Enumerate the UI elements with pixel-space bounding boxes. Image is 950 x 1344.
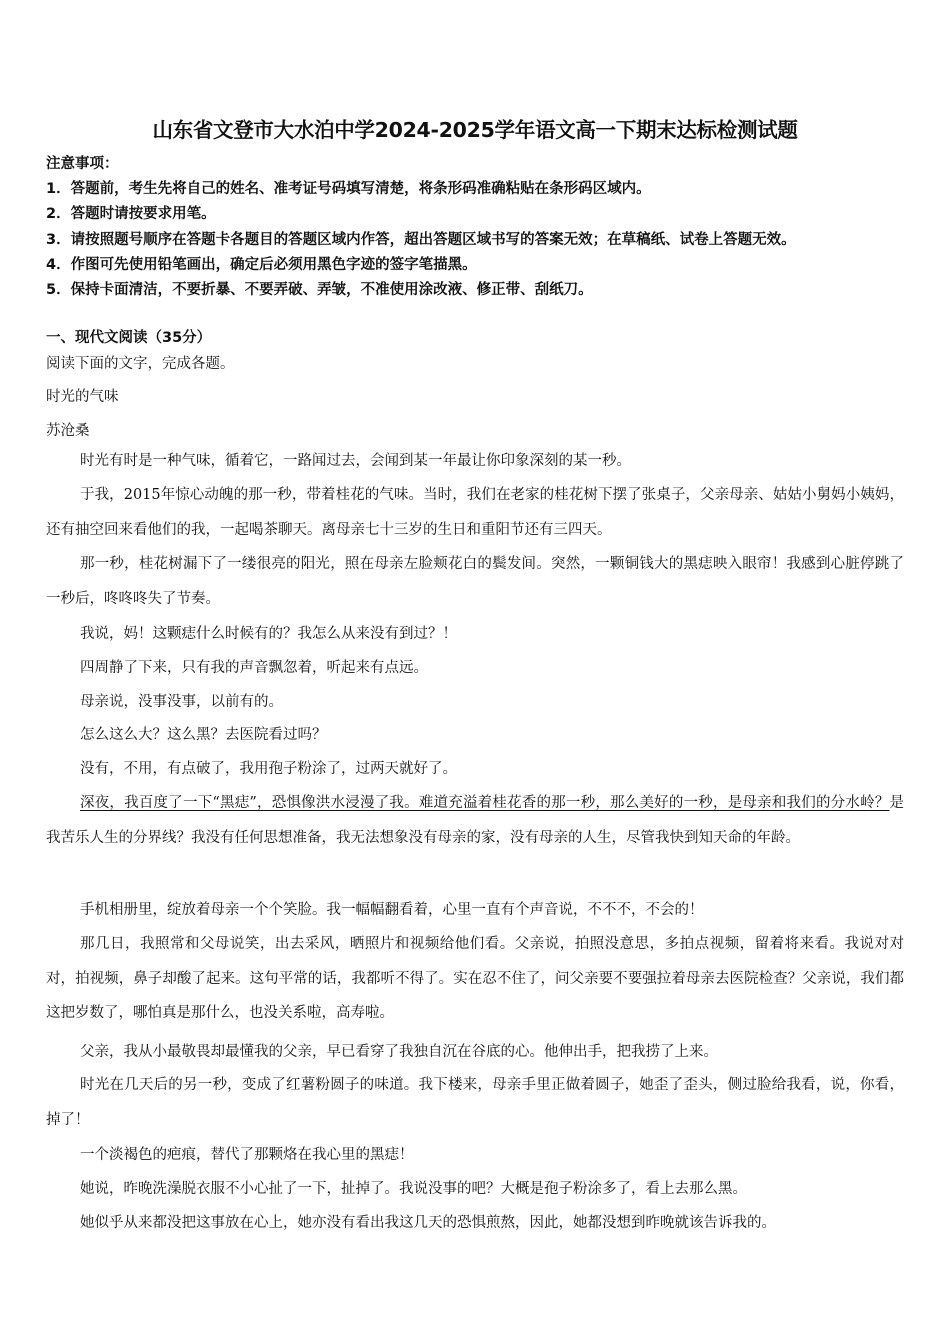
notice-item: 4．作图可先使用铅笔画出，确定后必须用黑色字迹的签字笔描黑。 [46, 257, 477, 273]
article-author: 苏沧桑 [46, 423, 90, 439]
notice-item: 5．保持卡面清洁，不要折暴、不要弄破、弄皱，不准使用涂改液、修正带、刮纸刀。 [46, 282, 593, 298]
notice-heading: 注意事项： [46, 156, 119, 172]
section-heading: 一、现代文阅读（35分） [46, 330, 212, 346]
paragraph: 四周静了下来，只有我的声音飘忽着，听起来有点远。 [80, 660, 428, 676]
paragraph: 时光有时是一种气味，循着它，一路闻过去，会闻到某一年最让你印象深刻的某一秒。 [80, 453, 631, 469]
notice-item: 3．请按照题号顺序在答题卡各题目的答题区域内作答，超出答题区域书写的答案无效；在草稿纸、试卷上答题无效。 [46, 232, 796, 248]
paragraph: 她说，昨晚洗澡脱衣服不小心扯了一下，扯掉了。我说没事的吧？大概是孢子粉涂多了，看上去那么黑。 [80, 1181, 747, 1197]
underlined-passage: 深夜，我百度了一下“黑痣”，恐惧像洪水浸漫了我。难道充溢着桂花香的那一秒，那么美好的一秒，是母亲和我们的分水岭？ [80, 795, 890, 811]
paragraph: 我说，妈！这颗痣什么时候有的？我怎么从来没有到过？！ [80, 626, 457, 642]
paragraph: 怎么这么大？这么黑？去医院看过吗？ [80, 727, 327, 743]
notice-item: 1．答题前，考生先将自己的姓名、准考证号码填写清楚，将条形码准确粘贴在条形码区域内。 [46, 181, 651, 197]
article-title: 时光的气味 [46, 389, 119, 405]
paragraph-continuation: 是我苦乐人生的分界线？我没有任何思想准备，我无法想象没有母亲的家，没有母亲的人生，尽管我快到知天命的年龄。 [46, 795, 904, 846]
paragraph: 她似乎从来都没把这事放在心上，她亦没有看出我这几天的恐惧煎熬，因此，她都没想到昨晚就该告诉我的。 [80, 1215, 776, 1231]
paragraph: 母亲说，没事没事，以前有的。 [80, 694, 283, 710]
paragraph: 没有，不用，有点破了，我用孢子粉涂了，过两天就好了。 [80, 761, 457, 777]
paragraph: 那一秒，桂花树漏下了一缕很亮的阳光，照在母亲左脸颊花白的鬓发间。突然，一颗铜钱大的黑痣映入眼帘！我感到心脏停跳了一秒后，咚咚咚失了节奏。 [46, 556, 904, 607]
paragraph-underlined [46, 786, 904, 855]
paragraph: 时光在几天后的另一秒，变成了红薯粉圆子的味道。我下楼来，母亲手里正做着圆子，她歪了歪头，侧过脸给我看，说，你看，掉了！ [46, 1077, 904, 1128]
paragraph: 那几日，我照常和父母说笑，出去采风，晒照片和视频给他们看。父亲说，拍照没意思，多拍点视频，留着将来看。我说对对对，拍视频，鼻子却酸了起来。这句平常的话，我都听不得了。实在忍不住了，问父亲要不要强拉着母亲去医院检查？父亲说，我们都这把岁数了，哪怕真是那什么，也没关系啦，高寿啦。 [46, 936, 904, 1021]
section-instruction: 阅读下面的文字，完成各题。 [46, 356, 235, 372]
page-title: 山东省文登市大水泊中学2024-2025学年语文高一下期末达标检测试题 [152, 118, 798, 142]
notice-item: 2．答题时请按要求用笔。 [46, 206, 216, 222]
paragraph: 父亲，我从小最敬畏却最懂我的父亲，早已看穿了我独自沉在谷底的心。他伸出手，把我捞了上来。 [80, 1044, 718, 1060]
paragraph: 于我，2015年惊心动魄的那一秒，带着桂花的气味。当时，我们在老家的桂花树下摆了张桌子，父亲母亲、姑姑小舅妈小姨妈，还有抽空回来看他们的我，一起喝茶聊天。离母亲七十三岁的生日和重阳节还有三四天。 [46, 487, 904, 538]
paragraph: 手机相册里，绽放着母亲一个个笑脸。我一幅幅翻看着，心里一直有个声音说，不不不，不会的！ [80, 902, 704, 918]
paragraph: 一个淡褐色的疤痕，替代了那颗烙在我心里的黑痣！ [80, 1147, 414, 1163]
